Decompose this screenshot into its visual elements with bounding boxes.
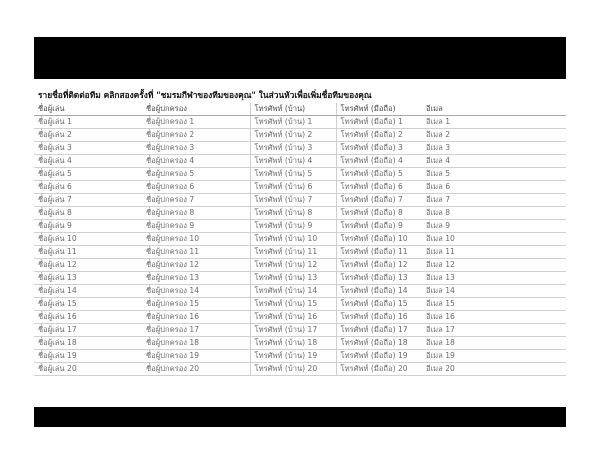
cell-home-phone: โทรศัพท์ (บ้าน) 18 bbox=[250, 337, 336, 350]
cell-email: อีเมล 16 bbox=[422, 311, 566, 324]
cell-player-name: ชื่อผู้เล่น 20 bbox=[34, 363, 142, 376]
cell-parent-name: ชื่อผู้ปกครอง 20 bbox=[142, 363, 250, 376]
cell-mobile-phone: โทรศัพท์ (มือถือ) 3 bbox=[336, 142, 422, 155]
cell-email: อีเมล 3 bbox=[422, 142, 566, 155]
table-row bbox=[34, 337, 566, 350]
table-row bbox=[34, 246, 566, 259]
cell-mobile-phone: โทรศัพท์ (มือถือ) 5 bbox=[336, 168, 422, 181]
cell-parent-name: ชื่อผู้ปกครอง 1 bbox=[142, 116, 250, 129]
cell-email: อีเมล 19 bbox=[422, 350, 566, 363]
header-home-phone: โทรศัพท์ (บ้าน) bbox=[250, 103, 336, 116]
cell-home-phone: โทรศัพท์ (บ้าน) 9 bbox=[250, 220, 336, 233]
cell-home-phone: โทรศัพท์ (บ้าน) 1 bbox=[250, 116, 336, 129]
cell-player-name: ชื่อผู้เล่น 5 bbox=[34, 168, 142, 181]
cell-mobile-phone: โทรศัพท์ (มือถือ) 6 bbox=[336, 181, 422, 194]
cell-home-phone: โทรศัพท์ (บ้าน) 10 bbox=[250, 233, 336, 246]
cell-home-phone: โทรศัพท์ (บ้าน) 14 bbox=[250, 285, 336, 298]
table-row bbox=[34, 207, 566, 220]
cell-parent-name: ชื่อผู้ปกครอง 13 bbox=[142, 272, 250, 285]
cell-mobile-phone: โทรศัพท์ (มือถือ) 16 bbox=[336, 311, 422, 324]
cell-parent-name: ชื่อผู้ปกครอง 5 bbox=[142, 168, 250, 181]
cell-parent-name: ชื่อผู้ปกครอง 6 bbox=[142, 181, 250, 194]
cell-parent-name: ชื่อผู้ปกครอง 14 bbox=[142, 285, 250, 298]
cell-player-name: ชื่อผู้เล่น 9 bbox=[34, 220, 142, 233]
table-row bbox=[34, 272, 566, 285]
cell-email: อีเมล 2 bbox=[422, 129, 566, 142]
cell-parent-name: ชื่อผู้ปกครอง 18 bbox=[142, 337, 250, 350]
cell-mobile-phone: โทรศัพท์ (มือถือ) 17 bbox=[336, 324, 422, 337]
cell-email: อีเมล 10 bbox=[422, 233, 566, 246]
table-header-row bbox=[34, 103, 566, 116]
table-row bbox=[34, 142, 566, 155]
cell-mobile-phone: โทรศัพท์ (มือถือ) 13 bbox=[336, 272, 422, 285]
cell-mobile-phone: โทรศัพท์ (มือถือ) 19 bbox=[336, 350, 422, 363]
table-row bbox=[34, 194, 566, 207]
cell-parent-name: ชื่อผู้ปกครอง 2 bbox=[142, 129, 250, 142]
cell-parent-name: ชื่อผู้ปกครอง 3 bbox=[142, 142, 250, 155]
cell-player-name: ชื่อผู้เล่น 19 bbox=[34, 350, 142, 363]
cell-home-phone: โทรศัพท์ (บ้าน) 3 bbox=[250, 142, 336, 155]
cell-email: อีเมล 14 bbox=[422, 285, 566, 298]
table-row bbox=[34, 298, 566, 311]
cell-parent-name: ชื่อผู้ปกครอง 10 bbox=[142, 233, 250, 246]
cell-parent-name: ชื่อผู้ปกครอง 4 bbox=[142, 155, 250, 168]
cell-mobile-phone: โทรศัพท์ (มือถือ) 18 bbox=[336, 337, 422, 350]
cell-player-name: ชื่อผู้เล่น 8 bbox=[34, 207, 142, 220]
cell-mobile-phone: โทรศัพท์ (มือถือ) 20 bbox=[336, 363, 422, 376]
table-row bbox=[34, 116, 566, 129]
cell-email: อีเมล 1 bbox=[422, 116, 566, 129]
cell-home-phone: โทรศัพท์ (บ้าน) 5 bbox=[250, 168, 336, 181]
cell-player-name: ชื่อผู้เล่น 18 bbox=[34, 337, 142, 350]
cell-player-name: ชื่อผู้เล่น 6 bbox=[34, 181, 142, 194]
cell-home-phone: โทรศัพท์ (บ้าน) 7 bbox=[250, 194, 336, 207]
cell-home-phone: โทรศัพท์ (บ้าน) 19 bbox=[250, 350, 336, 363]
header-band bbox=[34, 37, 566, 79]
cell-home-phone: โทรศัพท์ (บ้าน) 20 bbox=[250, 363, 336, 376]
cell-player-name: ชื่อผู้เล่น 4 bbox=[34, 155, 142, 168]
cell-mobile-phone: โทรศัพท์ (มือถือ) 7 bbox=[336, 194, 422, 207]
cell-home-phone: โทรศัพท์ (บ้าน) 8 bbox=[250, 207, 336, 220]
cell-parent-name: ชื่อผู้ปกครอง 7 bbox=[142, 194, 250, 207]
cell-parent-name: ชื่อผู้ปกครอง 9 bbox=[142, 220, 250, 233]
cell-email: อีเมล 13 bbox=[422, 272, 566, 285]
table-row bbox=[34, 324, 566, 337]
cell-parent-name: ชื่อผู้ปกครอง 17 bbox=[142, 324, 250, 337]
cell-email: อีเมล 12 bbox=[422, 259, 566, 272]
cell-home-phone: โทรศัพท์ (บ้าน) 16 bbox=[250, 311, 336, 324]
cell-email: อีเมล 9 bbox=[422, 220, 566, 233]
cell-mobile-phone: โทรศัพท์ (มือถือ) 15 bbox=[336, 298, 422, 311]
cell-player-name: ชื่อผู้เล่น 14 bbox=[34, 285, 142, 298]
cell-mobile-phone: โทรศัพท์ (มือถือ) 14 bbox=[336, 285, 422, 298]
cell-player-name: ชื่อผู้เล่น 15 bbox=[34, 298, 142, 311]
table-row bbox=[34, 181, 566, 194]
cell-player-name: ชื่อผู้เล่น 3 bbox=[34, 142, 142, 155]
header-email: อีเมล bbox=[422, 103, 566, 116]
cell-email: อีเมล 7 bbox=[422, 194, 566, 207]
cell-parent-name: ชื่อผู้ปกครอง 16 bbox=[142, 311, 250, 324]
table-row bbox=[34, 233, 566, 246]
document-title: รายชื่อที่ติดต่อทีม คลิกสองครั้งที่ "ชมรมกีฬาของทีมของคุณ" ในส่วนหัวเพื่อเพิ่มชื่อทีมของคุณ bbox=[38, 90, 372, 100]
cell-mobile-phone: โทรศัพท์ (มือถือ) 10 bbox=[336, 233, 422, 246]
cell-home-phone: โทรศัพท์ (บ้าน) 12 bbox=[250, 259, 336, 272]
cell-home-phone: โทรศัพท์ (บ้าน) 17 bbox=[250, 324, 336, 337]
header-player-name: ชื่อผู้เล่น bbox=[34, 103, 142, 116]
cell-home-phone: โทรศัพท์ (บ้าน) 15 bbox=[250, 298, 336, 311]
table-row bbox=[34, 220, 566, 233]
cell-parent-name: ชื่อผู้ปกครอง 8 bbox=[142, 207, 250, 220]
cell-mobile-phone: โทรศัพท์ (มือถือ) 9 bbox=[336, 220, 422, 233]
cell-player-name: ชื่อผู้เล่น 16 bbox=[34, 311, 142, 324]
table-row bbox=[34, 129, 566, 142]
cell-parent-name: ชื่อผู้ปกครอง 19 bbox=[142, 350, 250, 363]
cell-email: อีเมล 8 bbox=[422, 207, 566, 220]
table-row bbox=[34, 350, 566, 363]
cell-parent-name: ชื่อผู้ปกครอง 15 bbox=[142, 298, 250, 311]
cell-player-name: ชื่อผู้เล่น 10 bbox=[34, 233, 142, 246]
table-row bbox=[34, 311, 566, 324]
cell-email: อีเมล 15 bbox=[422, 298, 566, 311]
cell-email: อีเมล 6 bbox=[422, 181, 566, 194]
cell-email: อีเมล 11 bbox=[422, 246, 566, 259]
cell-mobile-phone: โทรศัพท์ (มือถือ) 4 bbox=[336, 155, 422, 168]
cell-home-phone: โทรศัพท์ (บ้าน) 4 bbox=[250, 155, 336, 168]
header-mobile-phone: โทรศัพท์ (มือถือ) bbox=[336, 103, 422, 116]
cell-home-phone: โทรศัพท์ (บ้าน) 2 bbox=[250, 129, 336, 142]
cell-mobile-phone: โทรศัพท์ (มือถือ) 11 bbox=[336, 246, 422, 259]
cell-player-name: ชื่อผู้เล่น 11 bbox=[34, 246, 142, 259]
table-body bbox=[34, 116, 566, 376]
cell-player-name: ชื่อผู้เล่น 2 bbox=[34, 129, 142, 142]
cell-email: อีเมล 17 bbox=[422, 324, 566, 337]
cell-email: อีเมล 18 bbox=[422, 337, 566, 350]
cell-mobile-phone: โทรศัพท์ (มือถือ) 2 bbox=[336, 129, 422, 142]
cell-player-name: ชื่อผู้เล่น 1 bbox=[34, 116, 142, 129]
cell-mobile-phone: โทรศัพท์ (มือถือ) 1 bbox=[336, 116, 422, 129]
header-parent-name: ชื่อผู้ปกครอง bbox=[142, 103, 250, 116]
table-row bbox=[34, 259, 566, 272]
cell-player-name: ชื่อผู้เล่น 12 bbox=[34, 259, 142, 272]
cell-player-name: ชื่อผู้เล่น 7 bbox=[34, 194, 142, 207]
cell-player-name: ชื่อผู้เล่น 13 bbox=[34, 272, 142, 285]
contact-table bbox=[34, 103, 566, 376]
table-row bbox=[34, 155, 566, 168]
cell-player-name: ชื่อผู้เล่น 17 bbox=[34, 324, 142, 337]
cell-home-phone: โทรศัพท์ (บ้าน) 13 bbox=[250, 272, 336, 285]
cell-email: อีเมล 4 bbox=[422, 155, 566, 168]
table-row bbox=[34, 285, 566, 298]
footer-band bbox=[34, 407, 566, 427]
cell-mobile-phone: โทรศัพท์ (มือถือ) 12 bbox=[336, 259, 422, 272]
cell-email: อีเมล 20 bbox=[422, 363, 566, 376]
cell-mobile-phone: โทรศัพท์ (มือถือ) 8 bbox=[336, 207, 422, 220]
cell-parent-name: ชื่อผู้ปกครอง 12 bbox=[142, 259, 250, 272]
cell-home-phone: โทรศัพท์ (บ้าน) 6 bbox=[250, 181, 336, 194]
cell-email: อีเมล 5 bbox=[422, 168, 566, 181]
table-row bbox=[34, 363, 566, 376]
table-row bbox=[34, 168, 566, 181]
cell-parent-name: ชื่อผู้ปกครอง 11 bbox=[142, 246, 250, 259]
cell-home-phone: โทรศัพท์ (บ้าน) 11 bbox=[250, 246, 336, 259]
